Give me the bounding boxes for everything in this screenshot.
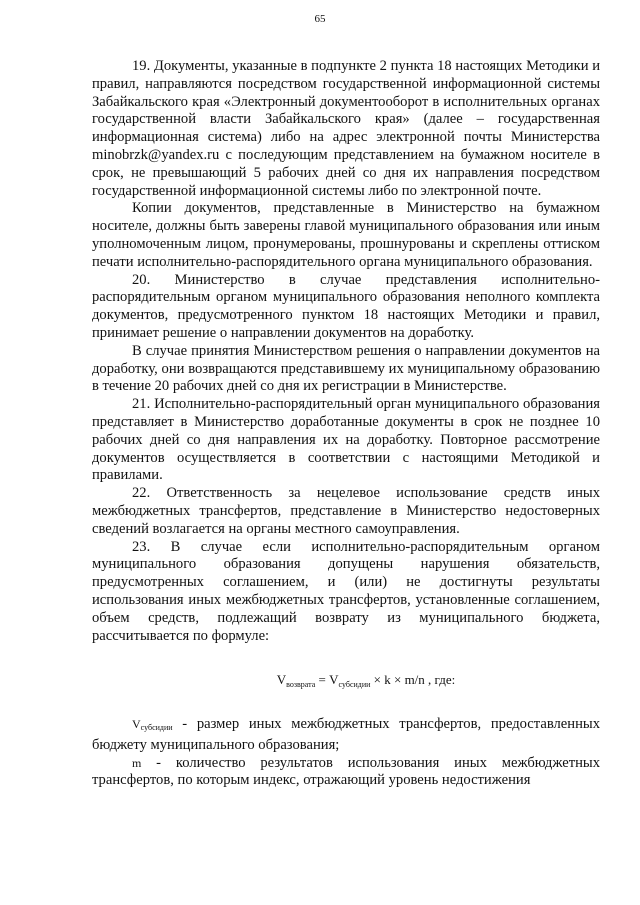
formula-tail: , где: xyxy=(424,672,456,688)
paragraph-copies: Копии документов, представленные в Министерство на бумажном носителе, должны быть заверены главой муниципального образования или иным уполномоченным лицом, пронумерованы, прошнурованы и скреплены оттиском печати исполнительно-распорядительного органа муниципального образования. xyxy=(92,200,600,270)
page-number: 65 xyxy=(314,13,326,25)
formula-v: V xyxy=(329,672,339,688)
paragraph-21: 21. Исполнительно-распорядительный орган муниципального образования представляет в Министерство доработанные документы в срок не позднее 10 рабочих дней со дня направления их на доработку. Повторное рассмотрение документов осуществляется в соответствии с настоящими Методикой и правилами. xyxy=(92,396,600,484)
definition-symbol: m xyxy=(132,755,142,770)
paragraph-20: 20. Министерство в случае представления исполнительно-распорядительным органом муниципального образования неполного комплекта документов, предусмотренного пунктом 18 настоящих Методики и правил, принимает решение о направлении документов на доработку. xyxy=(92,271,600,341)
formula-rest: × k × m/n xyxy=(370,672,425,688)
formula-lhs: V xyxy=(276,672,287,688)
document-body xyxy=(92,58,600,790)
formula xyxy=(132,671,600,694)
paragraph-return: В случае принятия Министерством решения о направлении документов на доработку, они возвращаются представившему их муниципальному образованию в течение 20 рабочих дней со дня их регистрации в Министерстве. xyxy=(92,342,600,395)
formula-v-sub: субсидии xyxy=(338,680,371,690)
definition-text: - размер иных межбюджетных трансфертов, предоставленных бюджету муниципального образования; xyxy=(92,716,600,753)
paragraph-23: 23. В случае если исполнительно-распорядительным органом муниципального образования допущены нарушения обязательств, предусмотренных соглашением, и (или) не достигнуты результаты использования иных межбюджетных трансфертов, установленные соглашением, объем средств, подлежащий возврату из муниципального бюджета, рассчитывается по формуле: xyxy=(92,538,600,644)
definition-symbol: $V_{субсидии}$ xyxy=(132,717,173,733)
formula-eq: = xyxy=(315,672,330,688)
definition-text: - количество результатов использования иных межбюджетных трансфертов, по которым индекс, отражающий уровень недостижения xyxy=(92,754,600,789)
paragraph-22: 22. Ответственность за нецелевое использование средств иных межбюджетных трансфертов, представление в Министерство недостоверных сведений возлагается на органы местного самоуправления. xyxy=(92,485,600,537)
formula-lhs-sub: возврата xyxy=(286,680,316,690)
paragraph-19: 19. Документы, указанные в подпункте 2 пункта 18 настоящих Методики и правил, направляются посредством государственной информационной системы Забайкальского края «Электронный документооборот в исполнительных органах государственной власти Забайкальского края» (далее – государственная информационная система) либо на адрес электронной почты Министерства minobrzk@yandex.ru с последующим представлением на бумажном носителе в срок, не превышающий 5 рабочих дней со дня их направления посредством государственной информационной системы либо по электронной почте. xyxy=(92,58,600,199)
definition-v-subsidy xyxy=(92,716,600,755)
definition-m xyxy=(92,755,600,791)
